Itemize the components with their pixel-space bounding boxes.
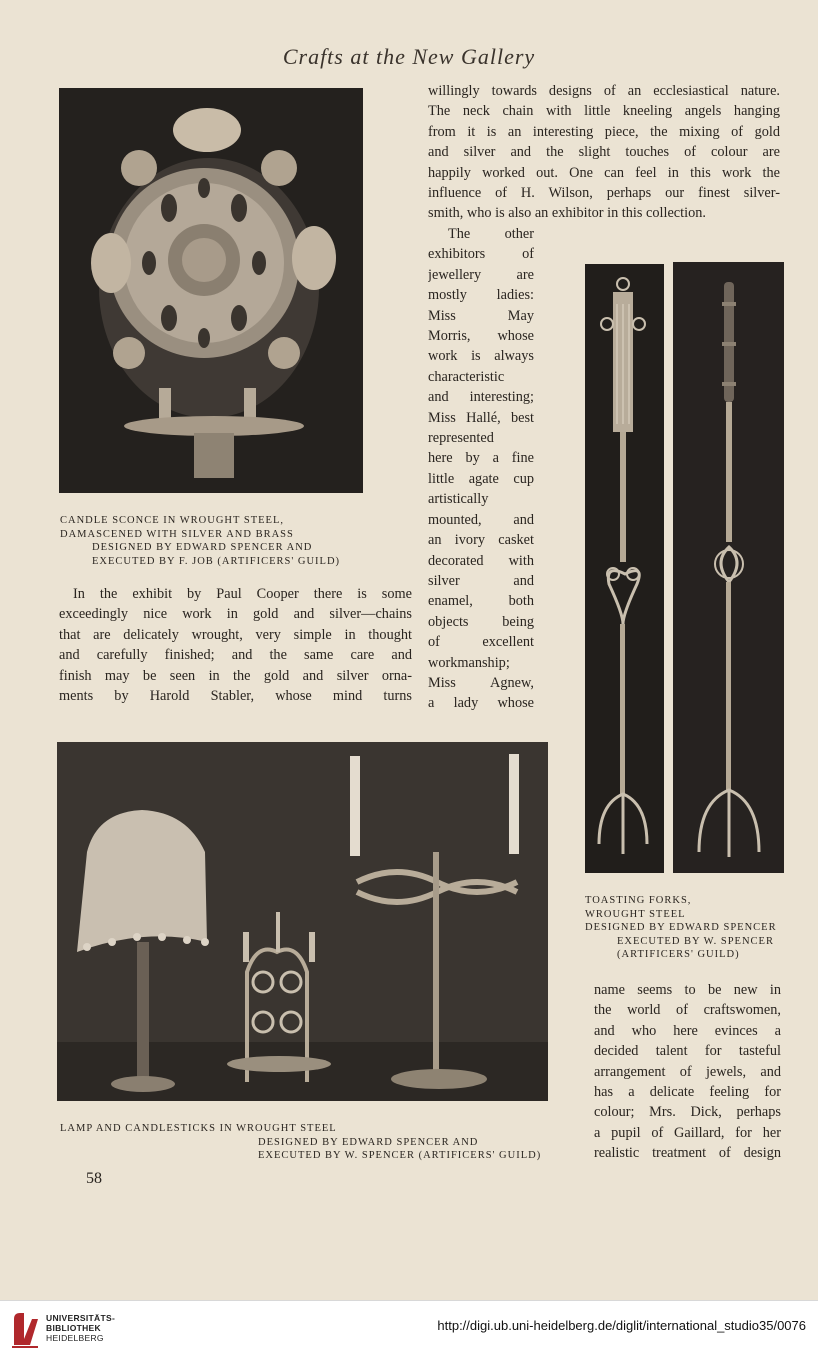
text-line: a lady whose [428,695,534,712]
text-line: ments by Harold Stabler, whose mind turns [59,688,412,705]
text-line: Morris, whose [428,328,534,345]
lamp-caption [60,1122,541,1163]
text-line: The neck chain with little kneeling angels hanging [428,103,780,120]
text-line: of excellent [428,634,534,651]
text-line: The other [448,226,534,242]
caption-line: CANDLE SCONCE IN WROUGHT STEEL, [60,515,284,526]
text-line: happily worked out. One can feel in this work the [428,164,780,181]
text-line: exceedingly nice work in gold and silver—chains [59,606,412,623]
library-logo-icon[interactable] [10,1309,40,1349]
caption-line: DAMASCENED WITH SILVER AND BRASS [60,528,294,540]
caption-line: EXECUTED BY W. SPENCER (ARTIFICERS' GUILD) [258,1150,542,1161]
text-line: enamel, both [428,593,534,610]
text-line: jewellery are [428,266,534,283]
text-line: Miss Hallé, best [428,409,534,426]
text-line: that are delicately wrought, very simple in thought [59,626,412,643]
caption-line: EXECUTED BY F. JOB (ARTIFICERS' GUILD) [92,555,341,567]
page-number: 58 [86,1170,102,1187]
text-line: artistically [428,491,489,508]
text-line: influence of H. Wilson, perhaps our finest silver- [428,185,780,202]
text-line: mounted, and [428,511,534,528]
text-line: represented [428,430,494,447]
text-line: characteristic [428,368,505,385]
text-line: name seems to be new in [594,982,781,998]
text-line: realistic treatment of design [594,1145,781,1162]
sconce-photo [59,88,363,493]
caption-line: DESIGNED BY EDWARD SPENCER [585,922,777,933]
text-line: exhibitors of [428,246,534,263]
library-name-line: HEIDELBERG [46,1333,104,1343]
text-line: the world of craftswomen, [594,1002,781,1019]
text-line: and carefully finished; and the same care and [59,647,412,664]
text-line: and who here evinces a [594,1022,781,1039]
library-name-line: BIBLIOTHEK [46,1323,101,1333]
text-bottom-right [594,980,781,1164]
text-narrow-column [428,224,534,714]
toasting-fork-photo-left [585,264,664,873]
caption-line: (ARTIFICERS' GUILD) [617,949,740,960]
text-top-right [428,81,780,224]
caption-line: WROUGHT STEEL [585,908,686,920]
caption-line: LAMP AND CANDLESTICKS IN WROUGHT STEEL [60,1123,337,1134]
library-name[interactable] [46,1313,115,1343]
text-line: smith, who is also an exhibitor in this collection. [428,205,706,222]
lamp-candlesticks-illustration [57,742,548,1101]
text-line: finish may be seen in the gold and silver orna- [59,667,412,684]
running-title: Crafts at the New Gallery [282,44,536,69]
text-line: and silver and the slight touches of colour are [428,144,780,161]
caption-line: DESIGNED BY EDWARD SPENCER AND [92,542,313,553]
text-line: colour; Mrs. Dick, perhaps [594,1104,781,1121]
text-line: decided talent for tasteful [594,1043,781,1060]
caption-line: EXECUTED BY W. SPENCER [617,935,774,947]
text-line: a pupil of Gaillard, for her [594,1124,781,1141]
text-line: workmanship; [428,654,510,671]
text-line: Miss May [428,307,534,324]
text-line: and interesting; [428,389,534,406]
viewer-footer [0,1300,818,1359]
text-line: willingly towards designs of an ecclesiastical nature. [428,83,780,99]
caption-line: DESIGNED BY EDWARD SPENCER AND [258,1136,479,1148]
toasting-fork-illustration [673,262,784,873]
text-left-paragraph [59,584,412,706]
text-line: an ivory casket [428,532,534,549]
library-name-line: UNIVERSITÄTS- [46,1313,116,1323]
text-line: In the exhibit by Paul Cooper there is some [73,586,412,602]
text-line: decorated with [428,552,534,569]
sconce-illustration [59,88,363,493]
text-line: little agate cup [428,470,534,487]
text-line: mostly ladies: [428,287,534,304]
text-line: silver and [428,572,534,589]
toasting-forks-caption [585,894,777,962]
sconce-caption [60,514,340,568]
text-line: arrangement of jewels, and [594,1063,781,1080]
text-line: Miss Agnew, [428,674,534,691]
text-line: from it is an interesting piece, the mixing of gold [428,123,780,140]
text-line: has a delicate feeling for [594,1084,781,1101]
source-url-link[interactable]: http://digi.ub.uni-heidelberg.de/diglit/international_studio35/0076 [437,1318,806,1333]
text-line: objects being [428,613,534,630]
text-line: here by a fine [428,450,534,467]
caption-line: TOASTING FORKS, [585,895,692,906]
toasting-fork-illustration [585,264,664,873]
text-line: work is always [428,348,534,365]
lamp-candlesticks-photo [57,742,548,1101]
toasting-fork-photo-right [673,262,784,873]
